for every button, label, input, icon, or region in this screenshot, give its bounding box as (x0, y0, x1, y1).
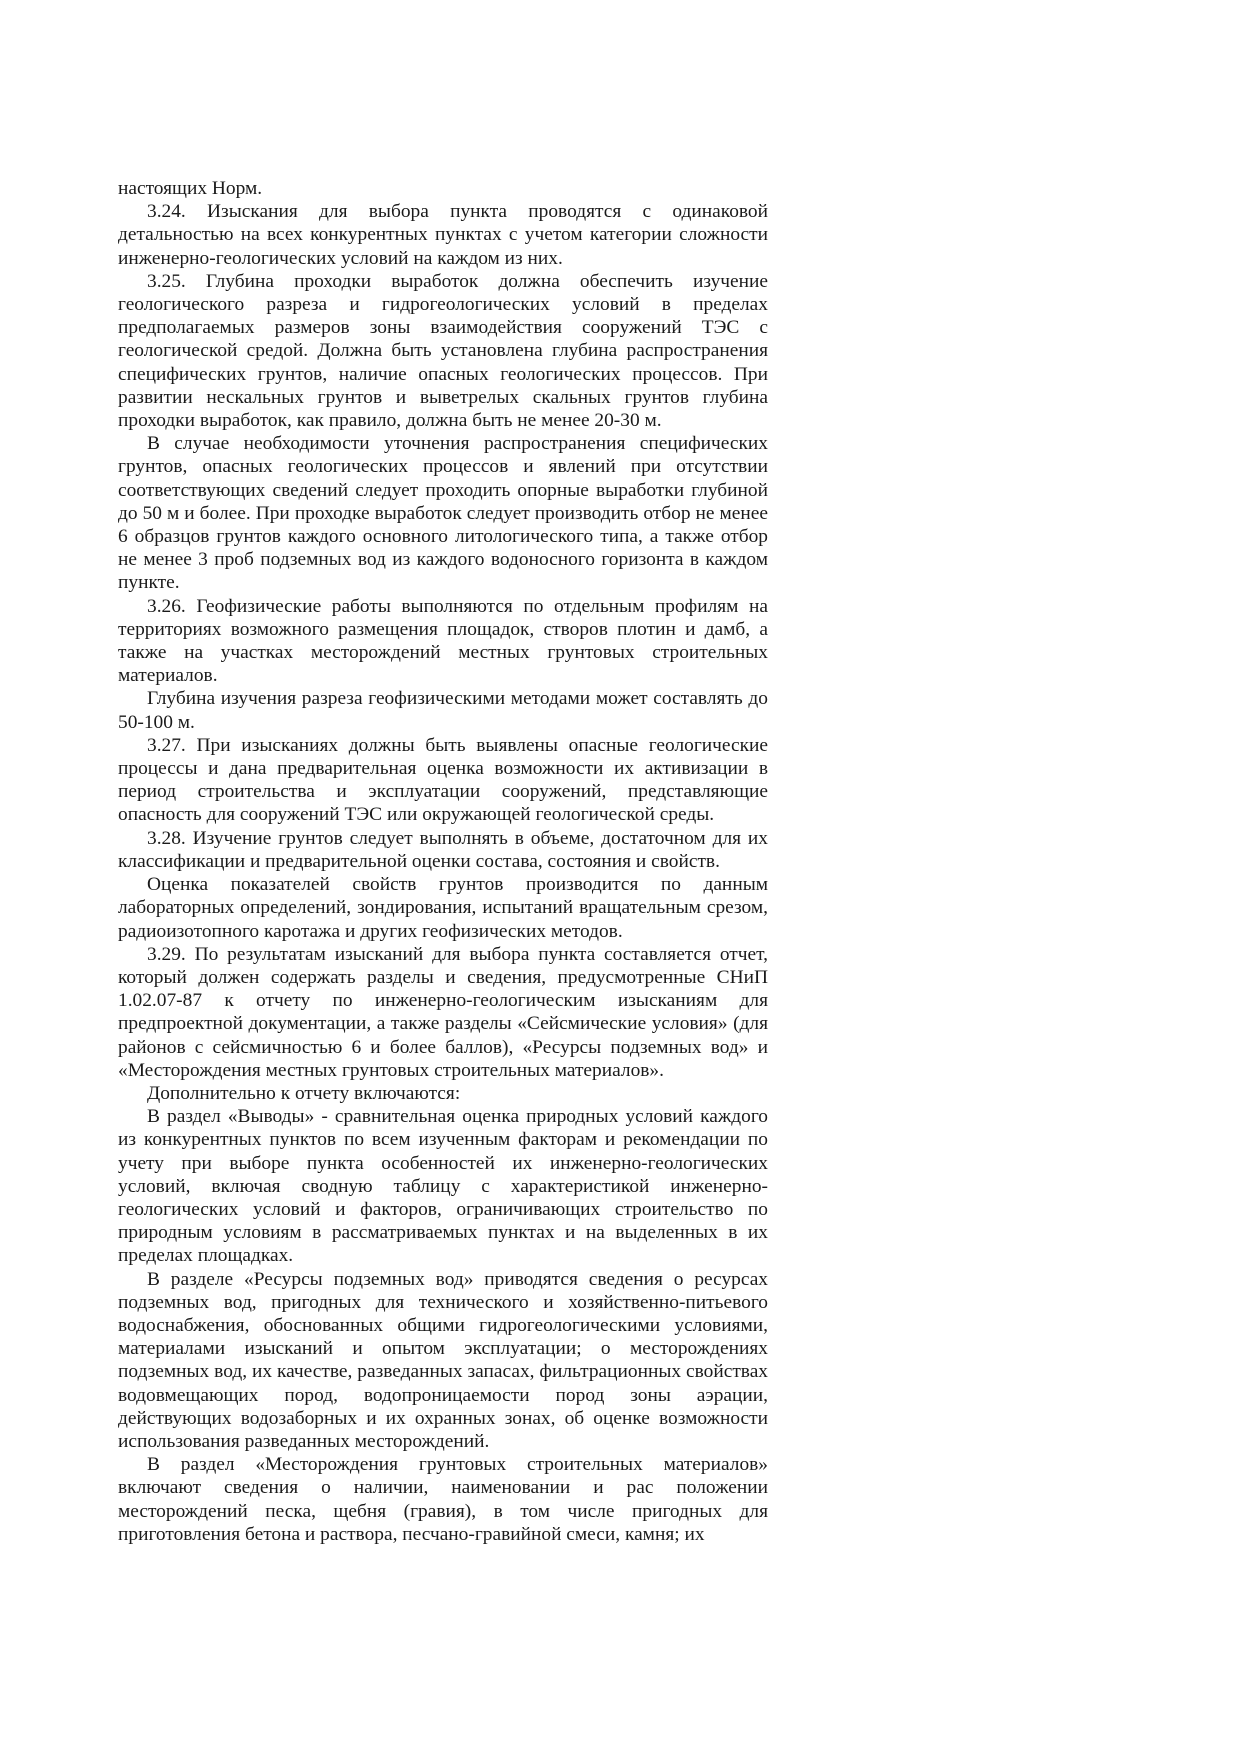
paragraph-3-28: 3.28. Изучение грунтов следует выполнять в объеме, достаточном для их классификации и предварительной оценки состава, состояния и свойств. (118, 827, 768, 872)
paragraph-conclusions-section: В раздел «Выводы» - сравнительная оценка природных условий каждого из конкурентных пунктов по всем изученным факторам и рекомендации по учету при выборе пункта особенностей их инженерно-геологических условий, включая сводную таблицу с характеристикой инженерно-геологических условий и факторов, ограничивающих строительство по природным условиям в рассматриваемых пунктах и на выделенных в их пределах площадках. (118, 1106, 768, 1267)
paragraph-3-24: 3.24. Изыскания для выбора пункта проводятся с одинаковой детальностью на всех конкурентных пунктах с учетом категории сложности инженерно-геологических условий на каждом из них. (118, 201, 768, 269)
paragraph-3-25: 3.25. Глубина проходки выработок должна обеспечить изучение геологического разреза и гидрогеологических условий в пределах предполагаемых размеров зоны взаимодействия сооружений ТЭС с геологической средой. Должна быть установлена глубина распространения специфических грунтов, наличие опасных геологических процессов. При развитии нескальных грунтов и выветрелых скальных грунтов глубина проходки выработок, как правило, должна быть не менее 20-30 м. (118, 270, 768, 432)
paragraph-3-25-cont: В случае необходимости уточнения распространения специфических грунтов, опасных геологических процессов и явлений при отсутствии соответствующих сведений следует проходить опорные выработки глубиной до 50 м и более. При проходке выработок следует производить отбор не менее 6 образцов грунтов каждого основного литологического типа, а также отбор не менее 3 проб подземных вод из каждого водоносного горизонта в каждом пункте. (118, 433, 768, 594)
paragraph-groundwater-section: В разделе «Ресурсы подземных вод» приводятся сведения о ресурсах подземных вод, пригодных для технического и хозяйственно-питьевого водоснабжения, обоснованных общими гидрогеологическими условиями, материалами изысканий и опытом эксплуатации; о месторождениях подземных вод, их качестве, разведанных запасах, фильтрационных свойствах водовмещающих пород, водопроницаемости пород зоны аэрации, действующих водозаборных и их охранных зонах, об оценке возможности использования разведанных месторождений. (118, 1268, 768, 1452)
document-body (118, 177, 768, 1546)
paragraph-3-29-intro: Дополнительно к отчету включаются: (147, 1082, 461, 1104)
paragraph-materials-section: В раздел «Месторождения грунтовых строительных материалов» включают сведения о наличии, наименовании и рас положении месторождений песка, щебня (гравия), в том числе пригодных для приготовления бетона и раствора, песчано-гравийной смеси, камня; их (118, 1454, 768, 1545)
paragraph-3-26: 3.26. Геофизические работы выполняются по отдельным профилям на территориях возможного размещения площадок, створов плотин и дамб, а также на участках месторождений местных грунтовых строительных материалов. (118, 595, 768, 687)
paragraph-3-29: 3.29. По результатам изысканий для выбора пункта составляется отчет, который должен содержать разделы и сведения, предусмотренные СНиП 1.02.07-87 к отчету по инженерно-геологическим изысканиям для предпроектной документации, а также разделы «Сейсмические условия» (для районов с сейсмичностью 6 и более баллов), «Ресурсы подземных вод» и «Месторождения местных грунтовых строительных материалов». (118, 943, 768, 1081)
paragraph-3-26-cont: Глубина изучения разреза геофизическими методами может составлять до 50-100 м. (118, 688, 768, 733)
paragraph-3-28-cont: Оценка показателей свойств грунтов производится по данным лабораторных определений, зондирования, испытаний вращательным срезом, радиоизотопного каротажа и других геофизических методов. (118, 874, 768, 942)
paragraph-continuation: настоящих Норм. (118, 178, 263, 199)
paragraph-3-27: 3.27. При изысканиях должны быть выявлены опасные геологические процессы и дана предварительная оценка возможности их активизации в период строительства и эксплуатации сооружений, представляющие опасность для сооружений ТЭС или окружающей геологической среды. (118, 734, 768, 826)
